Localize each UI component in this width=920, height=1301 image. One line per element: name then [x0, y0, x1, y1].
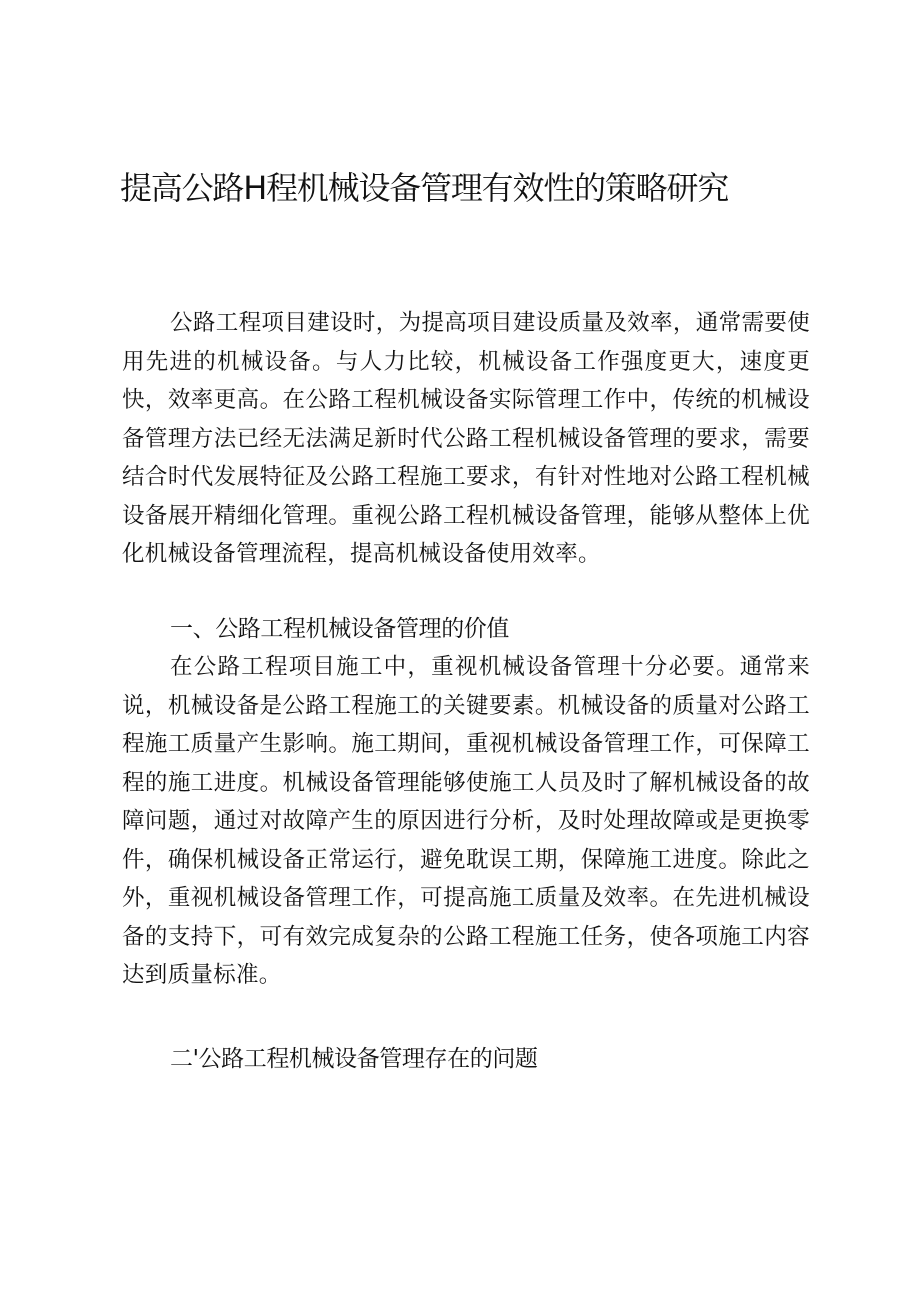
- section-2-heading: 二'公路工程机械设备管理存在的问题: [170, 1046, 538, 1072]
- section-1-heading: 一、公路工程机械设备管理的价值: [170, 616, 510, 642]
- section-1-paragraph-block: [122, 648, 810, 995]
- document-title: 提高公路H程机械设备管理有效性的策略研究: [120, 169, 729, 207]
- section-1-paragraph: 在公路工程项目施工中，重视机械设备管理十分必要。通常来说，机械设备是公路工程施工的关键要素。机械设备的质量对公路工程施工质量产生影响。施工期间，重视机械设备管理工作，可保障工程的施工进度。机械设备管理能够使施工人员及时了解机械设备的故障问题，通过对故障产生的原因进行分析，及时处理故障或是更换零件，确保机械设备正常运行，避免耽误工期，保障施工进度。除此之外，重视机械设备管理工作，可提高施工质量及效率。在先进机械设备的支持下，可有效完成复杂的公路工程施工任务，使各项施工内容达到质量标准。: [122, 654, 810, 988]
- intro-paragraph: 公路工程项目建设时，为提高项目建设质量及效率，通常需要使用先进的机械设备。与人力比较，机械设备工作强度更大，速度更快，效率更高。在公路工程机械设备实际管理工作中，传统的机械设备管理方法已经无法满足新时代公路工程机械设备管理的要求，需要结合时代发展特征及公路工程施工要求，有针对性地对公路工程机械设备展开精细化管理。重视公路工程机械设备管理，能够从整体上优化机械设备管理流程，提高机械设备使用效率。: [122, 310, 810, 567]
- intro-paragraph-block: [122, 304, 810, 574]
- section-2-heading-block: [122, 1040, 810, 1078]
- section-1-heading-block: [122, 610, 810, 648]
